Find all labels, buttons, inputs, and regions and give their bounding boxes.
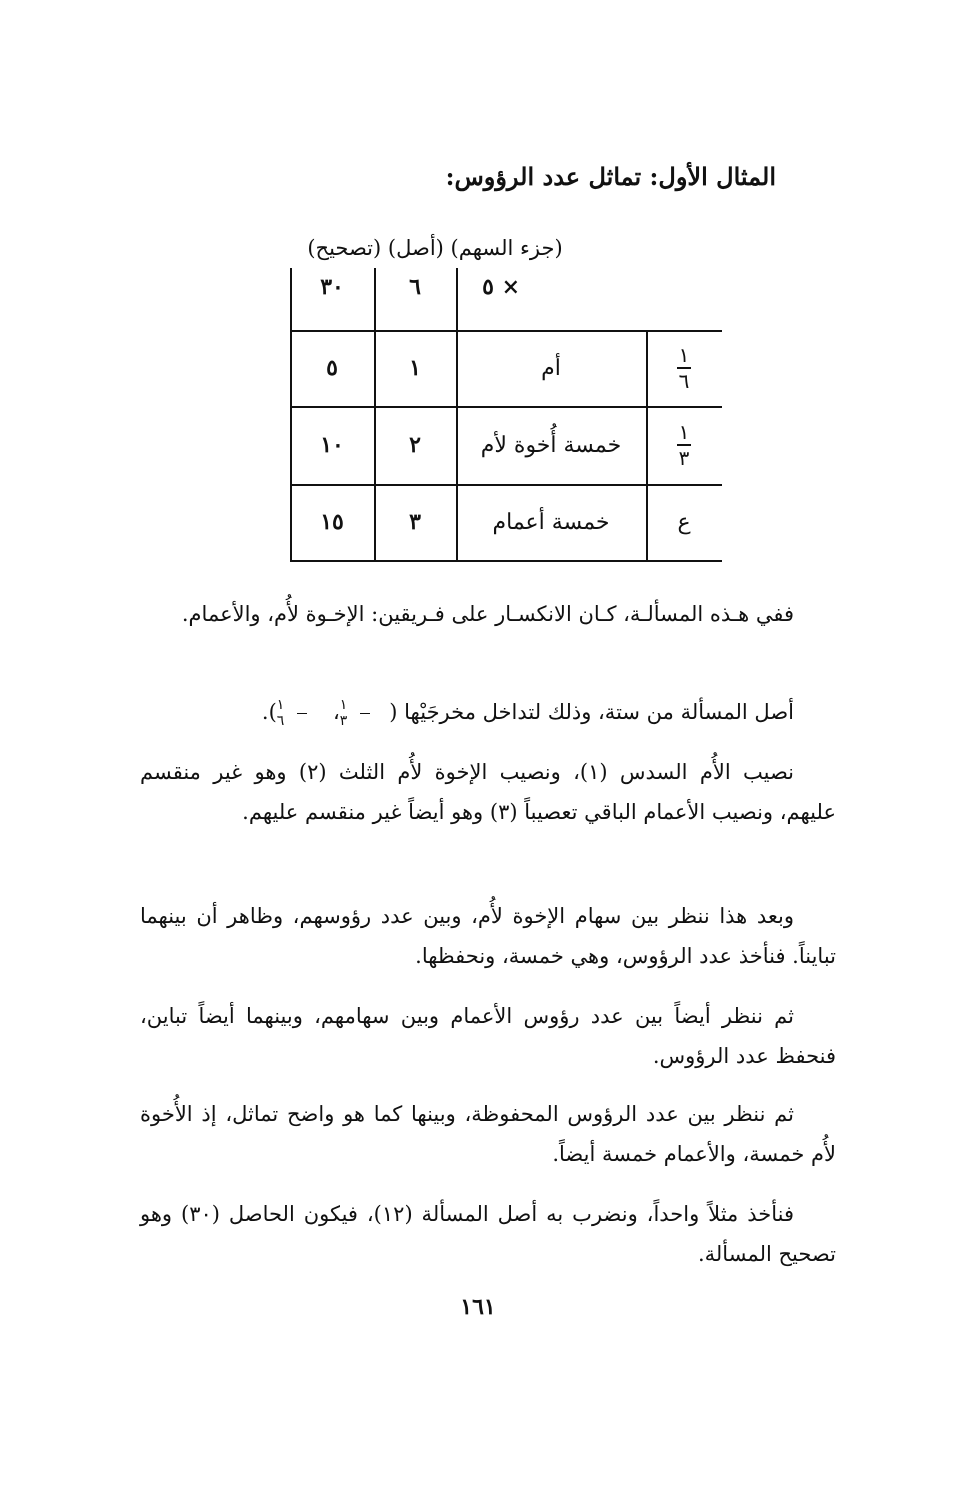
inline-fraction bbox=[339, 696, 390, 730]
fraction-denominator: ٣ bbox=[678, 445, 690, 470]
paragraph: ففي هـذه المسألـة، كـان الانكسـار على فـريقين: الإخـوة لأُم، والأعمام. bbox=[181, 602, 794, 626]
row1-correction: ٥ bbox=[326, 355, 338, 381]
paragraph-text: ). bbox=[261, 700, 277, 724]
fraction-numerator: ١ bbox=[678, 420, 690, 445]
fraction-numerator: ١ bbox=[276, 696, 285, 713]
multiplier-part: × ٥ bbox=[482, 274, 520, 300]
paragraph-text: أصل المسألة من ستة، وذلك لتداخل مخرجَيْها ( bbox=[389, 700, 794, 724]
fraction-denominator: ٦ bbox=[678, 368, 690, 393]
example-heading: المثال الأول: تماثل عدد الرؤوس: bbox=[445, 162, 776, 191]
multiplier-correction: ٣٠ bbox=[320, 274, 344, 300]
table-column-headers: (جزء السهم) (أصل) (تصحيح) bbox=[307, 236, 563, 260]
row2-share bbox=[646, 406, 722, 484]
fraction-numerator: ١ bbox=[339, 696, 348, 713]
row2-heir: خمسة أُخوة لأم bbox=[480, 432, 622, 458]
inheritance-table bbox=[290, 268, 722, 562]
row2-origin: ٢ bbox=[409, 432, 421, 458]
fraction-denominator: ٣ bbox=[339, 713, 348, 730]
fraction-bar bbox=[297, 713, 307, 714]
paragraph: نصيب الأُم السدس (١)، ونصيب الإخوة لأُم الثلث (٢) وهو غير منقسم عليهم، ونصيب الأعمام الباقي تعصيباً (٣) وهو أيضاً غير منقسم عليهم. bbox=[140, 760, 836, 824]
paragraph-text: ، bbox=[326, 700, 340, 724]
fraction-bar bbox=[360, 713, 370, 714]
row3-correction: ١٥ bbox=[320, 509, 344, 535]
page-number: ١٦١ bbox=[460, 1294, 496, 1320]
share-fraction bbox=[677, 345, 691, 391]
row1-heir: أم bbox=[541, 355, 561, 381]
row3-origin: ٣ bbox=[409, 509, 421, 535]
fraction-numerator: ١ bbox=[678, 343, 690, 368]
multiplier-origin: ٦ bbox=[409, 274, 421, 300]
fraction-denominator: ٦ bbox=[276, 713, 285, 730]
row3-share: ع bbox=[677, 509, 691, 535]
share-fraction bbox=[677, 422, 691, 468]
paragraph bbox=[140, 692, 836, 732]
paragraph: ثم ننظر بين عدد الرؤوس المحفوظة، وبينها كما هو واضح تماثل، إذ الأُخوة لأُم خمسة، والأعمام خمسة أيضاً. bbox=[140, 1102, 836, 1166]
row1-origin: ١ bbox=[409, 355, 421, 381]
row1-share bbox=[646, 330, 722, 406]
paragraph: فنأخذ مثلاً واحداً، ونضرب به أصل المسألة (١٢)، فيكون الحاصل (٣٠) وهو تصحيح المسألة. bbox=[140, 1202, 836, 1266]
paragraph: ثم ننظر أيضاً بين عدد رؤوس الأعمام وبين سهامهم، وبينهما أيضاً تباين، فنحفظ عدد الرؤوس. bbox=[140, 1004, 836, 1068]
row2-correction: ١٠ bbox=[320, 432, 344, 458]
paragraph: وبعد هذا ننظر بين سهام الإخوة لأُم، وبين عدد رؤوسهم، وظاهر أن بينهما تبايناً. فنأخذ عدد الرؤوس، وهي خمسة، ونحفظها. bbox=[140, 904, 836, 968]
inline-fraction bbox=[276, 696, 327, 730]
row3-heir: خمسة أعمام bbox=[492, 509, 610, 535]
table-rule bbox=[290, 560, 722, 562]
